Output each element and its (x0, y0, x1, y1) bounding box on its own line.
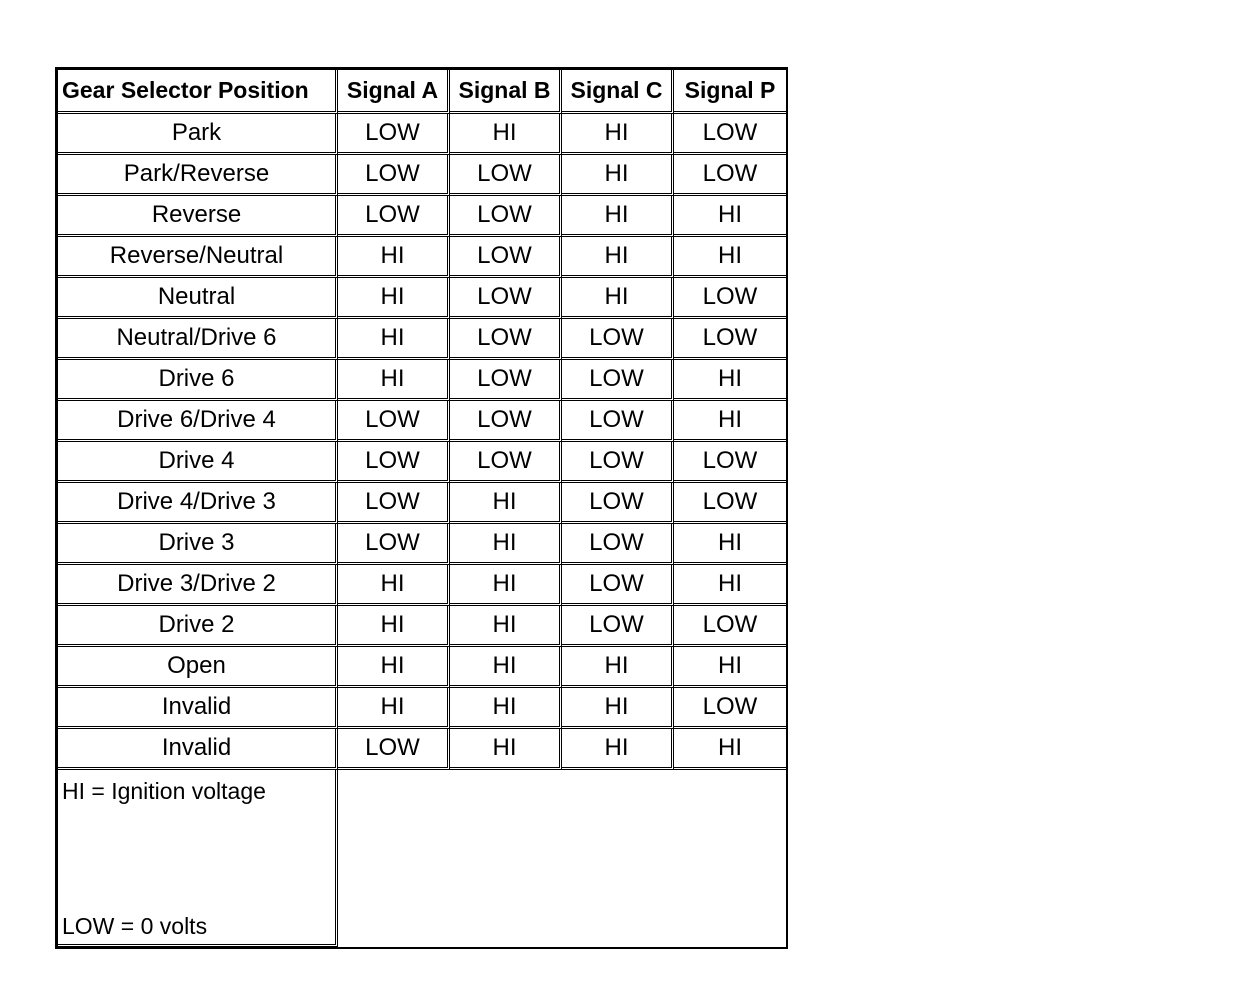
signal-c-cell: HI (562, 114, 674, 155)
signal-p-cell: LOW (674, 688, 786, 729)
signal-c-cell: HI (562, 729, 674, 770)
gear-position-cell: Neutral/Drive 6 (58, 319, 338, 360)
table-row (58, 442, 786, 483)
gear-position-cell: Invalid (58, 688, 338, 729)
gear-position-cell: Drive 4/Drive 3 (58, 483, 338, 524)
signal-b-cell: HI (450, 114, 562, 155)
signal-p-cell: HI (674, 524, 786, 565)
signal-b-cell: HI (450, 565, 562, 606)
signal-p-cell: HI (674, 729, 786, 770)
table-row (58, 688, 786, 729)
gear-position-cell: Neutral (58, 278, 338, 319)
legend-hi-text: HI = Ignition voltage (62, 778, 266, 804)
signal-p-cell: HI (674, 565, 786, 606)
signal-b-cell: LOW (450, 237, 562, 278)
signal-a-cell: LOW (338, 729, 450, 770)
signal-a-cell: LOW (338, 442, 450, 483)
signal-a-cell: LOW (338, 114, 450, 155)
signal-p-cell: LOW (674, 155, 786, 196)
signal-a-cell: LOW (338, 196, 450, 237)
table-row (58, 606, 786, 647)
legend-low-text: LOW = 0 volts (62, 913, 208, 939)
gear-position-cell: Drive 6 (58, 360, 338, 401)
signal-a-cell: HI (338, 688, 450, 729)
signal-c-cell: LOW (562, 442, 674, 483)
header-signal-c: Signal C (562, 70, 674, 114)
signal-a-cell: HI (338, 647, 450, 688)
signal-p-cell: HI (674, 237, 786, 278)
signal-p-cell: HI (674, 196, 786, 237)
signal-p-cell: LOW (674, 319, 786, 360)
signal-a-cell: HI (338, 606, 450, 647)
signal-a-cell: HI (338, 565, 450, 606)
signal-p-cell: HI (674, 401, 786, 442)
signal-p-cell: LOW (674, 442, 786, 483)
signal-b-cell: HI (450, 524, 562, 565)
signal-c-cell: HI (562, 196, 674, 237)
table-row (58, 278, 786, 319)
table-row (58, 196, 786, 237)
table-row (58, 401, 786, 442)
table-row (58, 155, 786, 196)
signal-b-cell: LOW (450, 442, 562, 483)
table-row (58, 647, 786, 688)
signal-c-cell: HI (562, 237, 674, 278)
header-signal-a: Signal A (338, 70, 450, 114)
signal-b-cell: HI (450, 647, 562, 688)
signal-b-cell: HI (450, 606, 562, 647)
signal-p-cell: HI (674, 647, 786, 688)
signal-c-cell: LOW (562, 565, 674, 606)
signal-b-cell: LOW (450, 196, 562, 237)
signal-b-cell: LOW (450, 278, 562, 319)
signal-c-cell: LOW (562, 319, 674, 360)
signal-b-cell: HI (450, 688, 562, 729)
signal-a-cell: LOW (338, 401, 450, 442)
signal-p-cell: LOW (674, 278, 786, 319)
header-row (58, 70, 786, 114)
signal-c-cell: HI (562, 278, 674, 319)
signal-c-cell: HI (562, 155, 674, 196)
signal-a-cell: LOW (338, 524, 450, 565)
signal-b-cell: LOW (450, 360, 562, 401)
header-gear-selector-position: Gear Selector Position (58, 70, 338, 114)
signal-a-cell: HI (338, 360, 450, 401)
signal-a-cell: HI (338, 319, 450, 360)
gear-position-cell: Park (58, 114, 338, 155)
signal-c-cell: HI (562, 647, 674, 688)
signal-a-cell: LOW (338, 155, 450, 196)
table-row (58, 729, 786, 770)
gear-position-cell: Drive 3/Drive 2 (58, 565, 338, 606)
gear-position-cell: Reverse (58, 196, 338, 237)
gear-position-cell: Reverse/Neutral (58, 237, 338, 278)
signal-p-cell: LOW (674, 114, 786, 155)
table-row (58, 114, 786, 155)
signal-c-cell: LOW (562, 524, 674, 565)
header-signal-p: Signal P (674, 70, 786, 114)
signal-b-cell: HI (450, 729, 562, 770)
table-row (58, 483, 786, 524)
table-row (58, 565, 786, 606)
gear-position-cell: Drive 6/Drive 4 (58, 401, 338, 442)
gear-position-cell: Drive 4 (58, 442, 338, 483)
signal-c-cell: LOW (562, 360, 674, 401)
signal-b-cell: LOW (450, 401, 562, 442)
signal-b-cell: HI (450, 483, 562, 524)
gear-position-cell: Open (58, 647, 338, 688)
header-signal-b: Signal B (450, 70, 562, 114)
table-row (58, 237, 786, 278)
legend-box (58, 770, 338, 947)
gear-position-cell: Drive 3 (58, 524, 338, 565)
gear-signal-table (58, 70, 786, 770)
signal-c-cell: LOW (562, 606, 674, 647)
gear-signal-table-frame (55, 67, 788, 949)
signal-a-cell: LOW (338, 483, 450, 524)
signal-a-cell: HI (338, 237, 450, 278)
signal-p-cell: LOW (674, 483, 786, 524)
gear-position-cell: Drive 2 (58, 606, 338, 647)
signal-p-cell: LOW (674, 606, 786, 647)
signal-p-cell: HI (674, 360, 786, 401)
table-row (58, 319, 786, 360)
legend-empty-cell (338, 770, 786, 947)
table-row (58, 524, 786, 565)
signal-a-cell: HI (338, 278, 450, 319)
signal-b-cell: LOW (450, 155, 562, 196)
table-row (58, 360, 786, 401)
gear-position-cell: Invalid (58, 729, 338, 770)
gear-position-cell: Park/Reverse (58, 155, 338, 196)
signal-c-cell: HI (562, 688, 674, 729)
legend-row (58, 770, 786, 947)
signal-c-cell: LOW (562, 401, 674, 442)
signal-b-cell: LOW (450, 319, 562, 360)
signal-c-cell: LOW (562, 483, 674, 524)
